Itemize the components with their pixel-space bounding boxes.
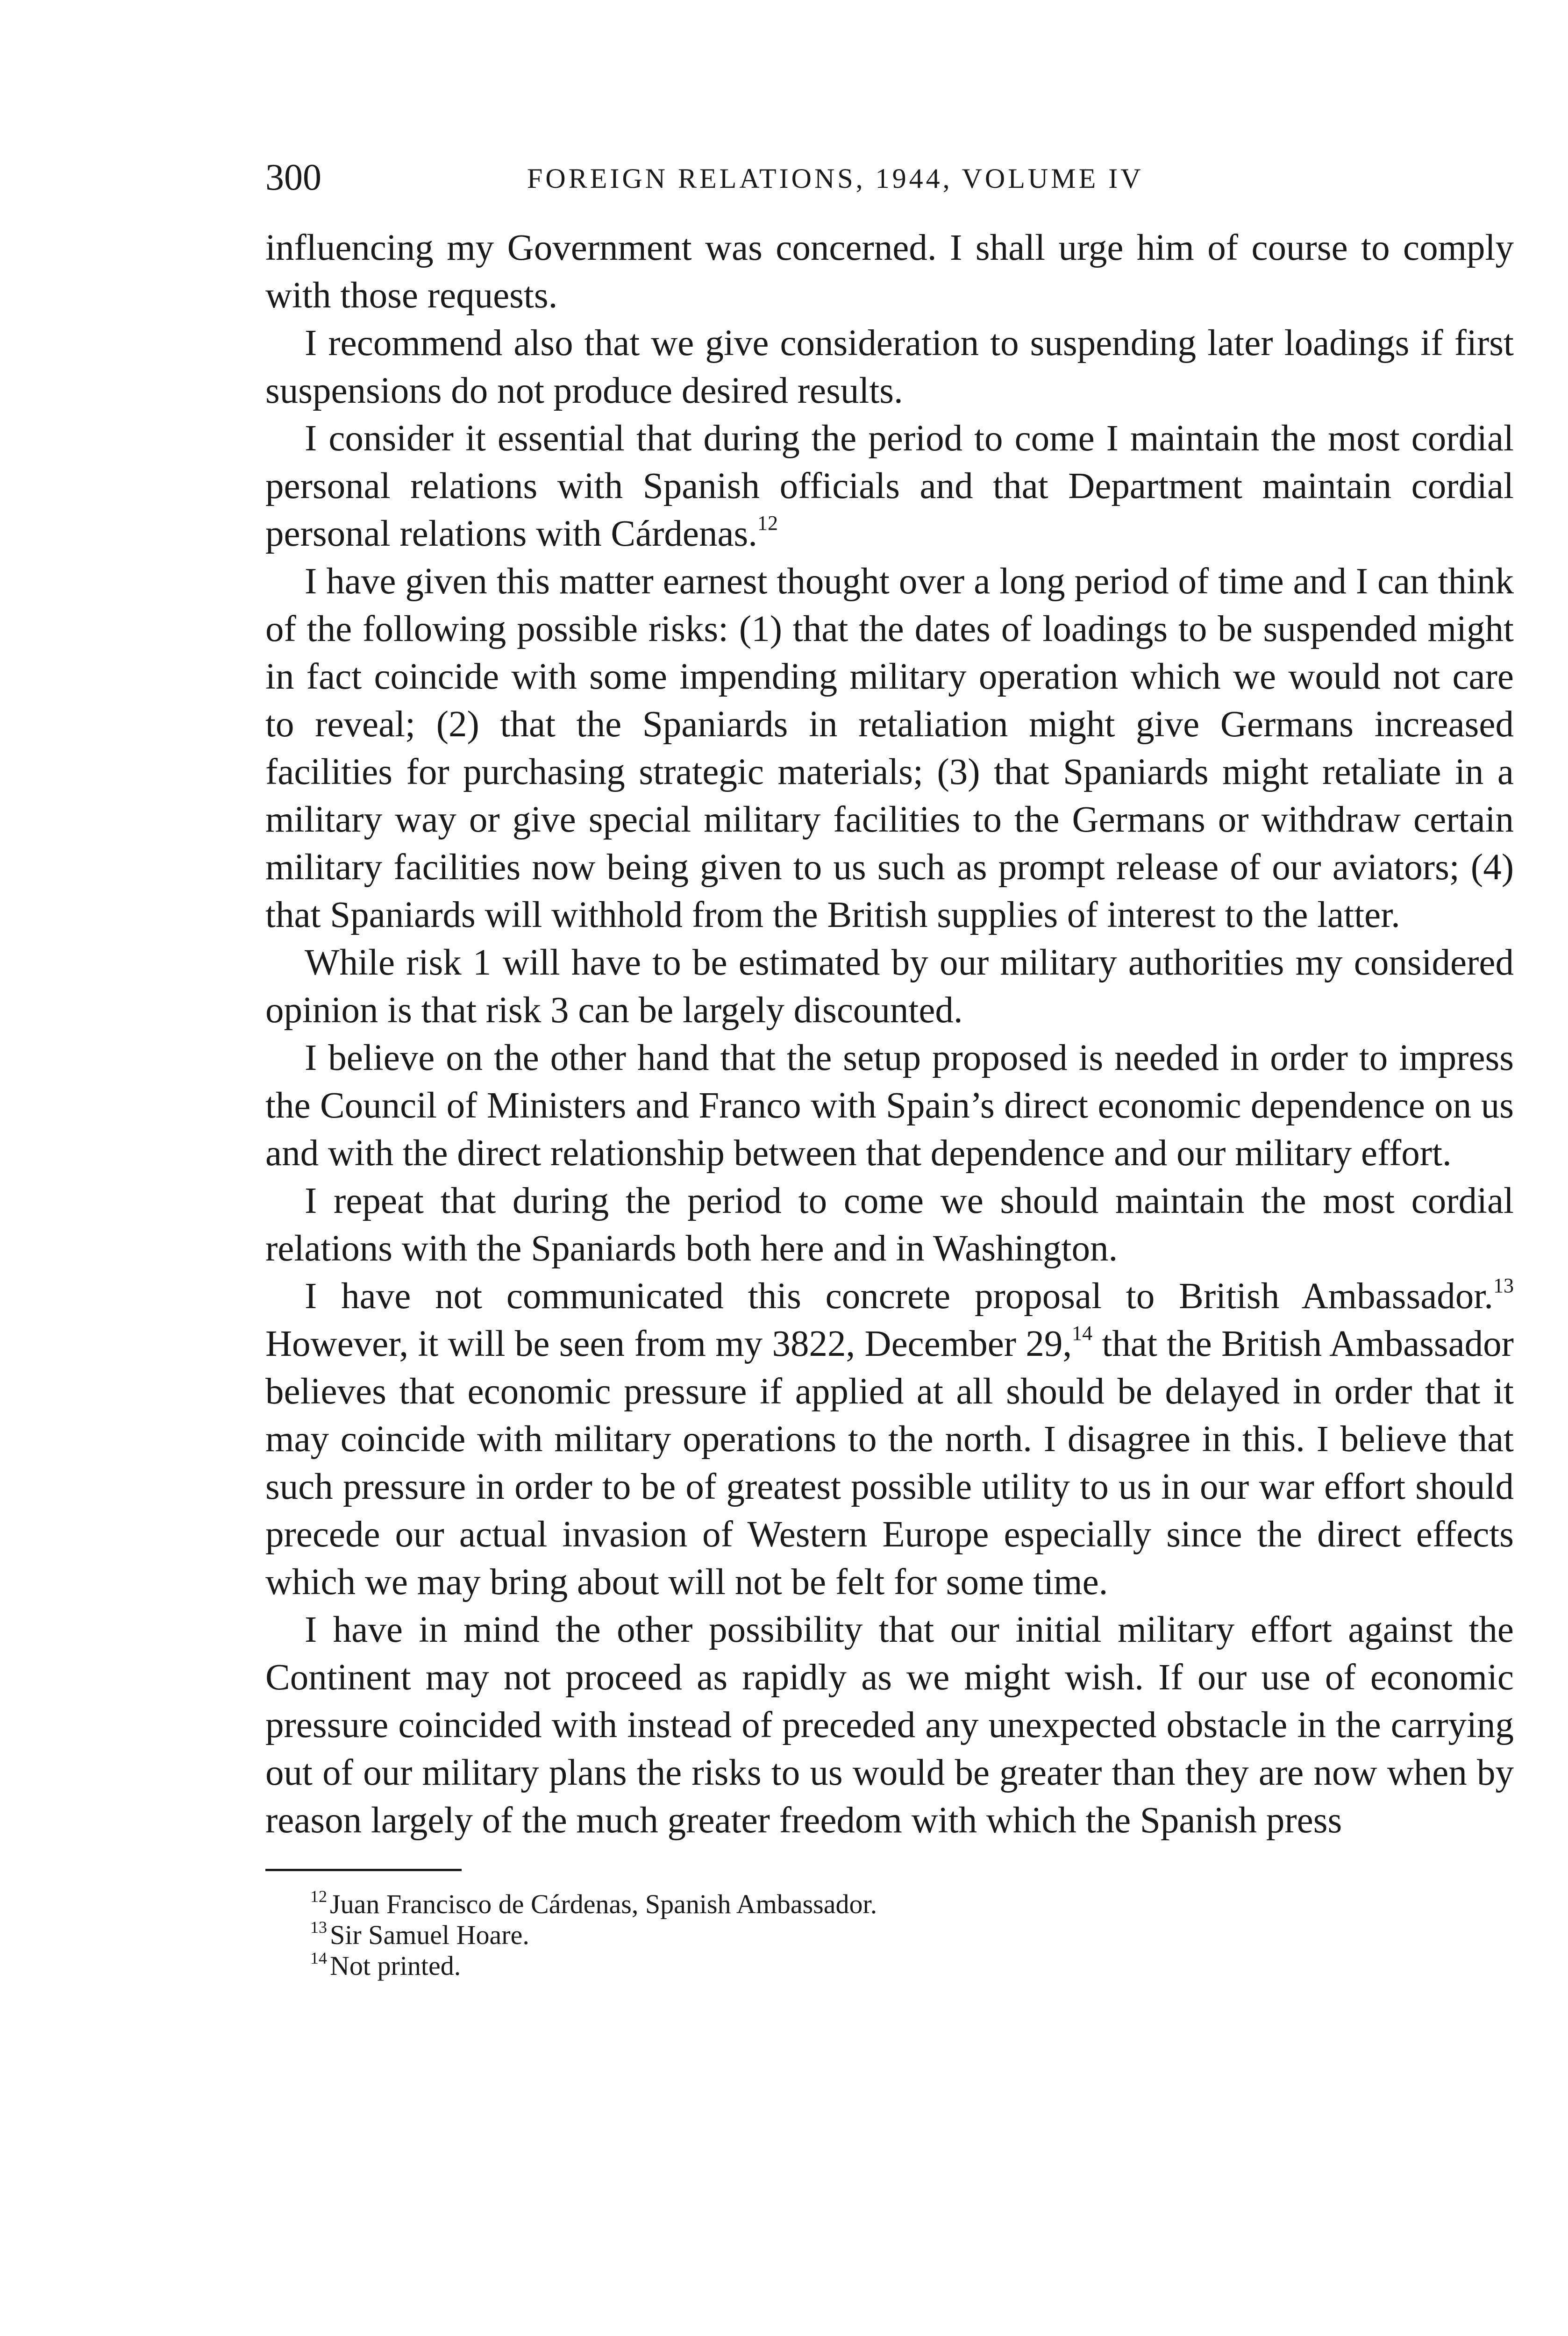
paragraph-3-text: I consider it essential that during the period to come I maintain the most cordial personal relations with Spanish officials and that Department maintain cordial personal relations with Cárdenas. — [265, 418, 1514, 554]
paragraph-5: While risk 1 will have to be estimated by our military authorities my considered opinion is that risk 3 can be largely discounted. — [265, 942, 1514, 1031]
footnote-ref-14: 14 — [1072, 1322, 1093, 1345]
running-head — [265, 154, 1514, 206]
footnote-number: 13 — [310, 1918, 327, 1937]
footnote-12 — [265, 1889, 1514, 1920]
footnote-14 — [265, 1951, 1514, 1981]
footnote-number: 14 — [310, 1949, 327, 1967]
paragraph-7: I repeat that during the period to come we should maintain the most cordial relations with the Spaniards both here and in Washington. — [265, 1181, 1514, 1269]
running-title: FOREIGN RELATIONS, 1944, VOLUME IV — [527, 163, 1144, 194]
footnote-number: 12 — [310, 1887, 327, 1906]
paragraph-2: I recommend also that we give consideration to suspending later loadings if first suspensions do not produce desired results. — [265, 323, 1514, 411]
body-text — [265, 224, 1514, 1845]
footnote-13 — [265, 1920, 1514, 1951]
paragraph-8-text-b: However, it will be seen from my 3822, December 29, — [265, 1324, 1072, 1364]
document-page — [265, 154, 1514, 1981]
paragraph-4: I have given this matter earnest thought over a long period of time and I can think of the following possible risks: (1) that the dates of loadings to be suspended might in fact coincide with some impending military operation which we would not care to reveal; (2) that the Spaniards in retaliation might give Germans increased facilities for purchasing strategic materials; (3) that Spaniards might retaliate in a military way or give special military facilities to the Germans or withdraw certain military facilities now being given to us such as prompt release of our aviators; (4) that Spaniards will withhold from the British supplies of interest to the latter. — [265, 561, 1514, 935]
paragraph-8 — [265, 1273, 1514, 1606]
paragraph-6: I believe on the other hand that the setup proposed is needed in order to impress the Council of Ministers and Franco with Spain’s direct economic dependence on us and with the direct relationship between that dependence and our military effort. — [265, 1038, 1514, 1174]
footnote-text: Not printed. — [330, 1951, 461, 1981]
footnotes — [265, 1889, 1514, 1981]
paragraph-8-text-c: that the British Ambassador believes that economic pressure if applied at all should be delayed in order that it may coincide with military operations to the north. I disagree in this. I believe that such pressure in order to be of greatest possible utility to us in our war effort should precede our actual invasion of Western Europe especially since the direct effects which we may bring about will not be felt for some time. — [265, 1324, 1514, 1602]
footnote-text: Sir Samuel Hoare. — [330, 1920, 529, 1950]
footnote-divider — [265, 1869, 462, 1871]
paragraph-8-text-a: I have not communicated this concrete proposal to British Ambassador. — [305, 1276, 1493, 1317]
footnote-text: Juan Francisco de Cárdenas, Spanish Ambassador. — [330, 1889, 877, 1919]
page-number: 300 — [265, 157, 321, 198]
paragraph-3 — [265, 415, 1514, 558]
paragraph-9: I have in mind the other possibility that our initial military effort against the Continent may not proceed as rapidly as we might wish. If our use of economic pressure coincided with instead of preceded any unexpected obstacle in the carrying out of our military plans the risks to us would be greater than they are now when by reason largely of the much greater freedom with which the Spanish press — [265, 1610, 1514, 1841]
paragraph-1: influencing my Government was concerned. I shall urge him of course to comply with those requests. — [265, 228, 1514, 316]
footnote-ref-12: 12 — [757, 512, 778, 534]
footnote-ref-13: 13 — [1493, 1274, 1514, 1297]
